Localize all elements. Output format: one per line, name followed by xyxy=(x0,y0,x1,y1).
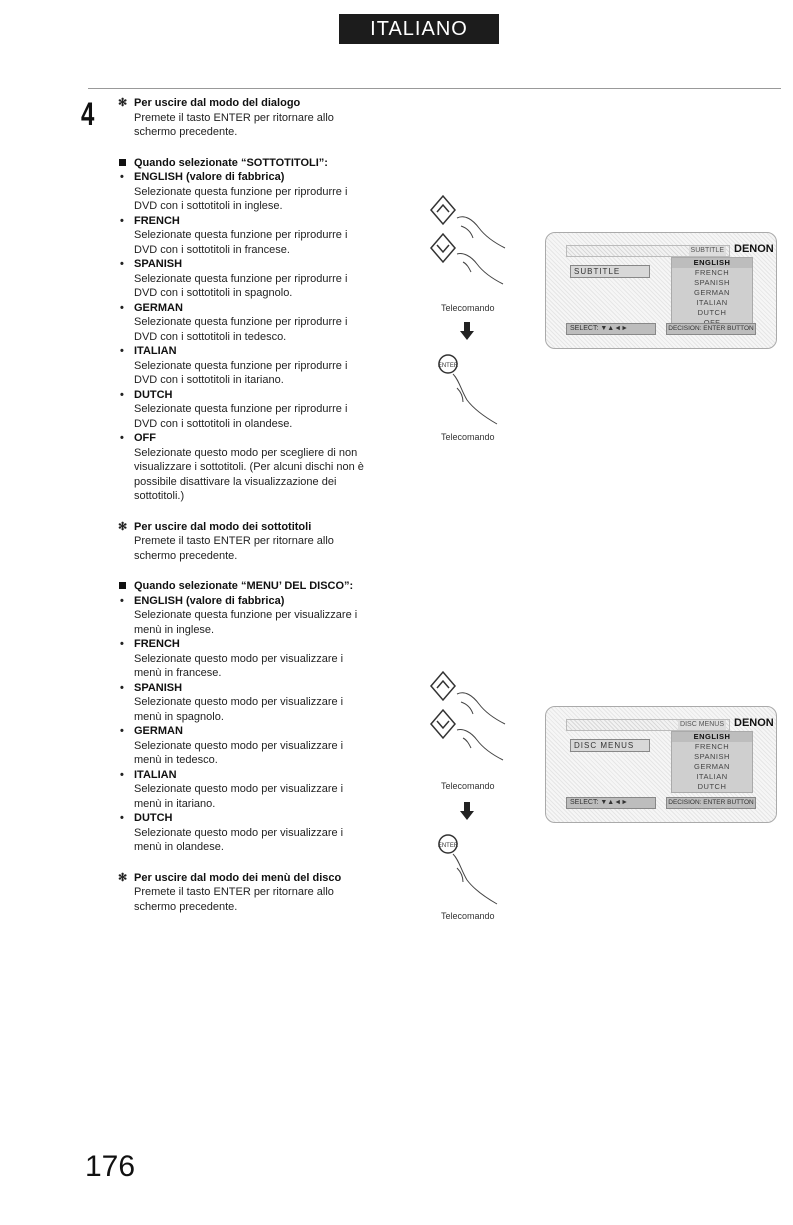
description-line: Selezionate questa funzione per riprodurre i xyxy=(134,359,348,372)
asterisk-icon: ✻ xyxy=(118,871,128,884)
item-description xyxy=(118,402,390,431)
bullet-icon: • xyxy=(120,258,124,270)
remote-enter-button-illustration xyxy=(437,350,507,430)
description-line: menù in francese. xyxy=(134,667,222,679)
option-item xyxy=(118,257,390,272)
description-line: sottotitoli.) xyxy=(134,490,185,502)
step-number: 4 xyxy=(81,96,95,132)
hand-icon xyxy=(453,854,497,904)
item-description xyxy=(118,111,390,140)
remote-enter-button-illustration xyxy=(437,830,507,910)
item-title: Per uscire dal modo del dialogo xyxy=(134,97,301,109)
option-item xyxy=(118,214,390,229)
item-title: FRENCH xyxy=(134,214,180,227)
bullet-icon: • xyxy=(120,725,124,737)
description-line: Selezionate questa funzione per visualizzare i xyxy=(134,609,358,621)
osd-screen-subtitle xyxy=(545,232,777,349)
description-line: schermo precedente. xyxy=(134,549,238,562)
option-item xyxy=(118,768,390,783)
item-title: SPANISH xyxy=(134,681,183,694)
description-line: Selezionate questo modo per scegliere di non xyxy=(134,446,358,459)
svg-text:ENTER: ENTER xyxy=(437,843,459,849)
bullet-icon: • xyxy=(120,345,124,357)
osd-language-list xyxy=(671,731,753,793)
description-line: Selezionate questa funzione per riprodurre i xyxy=(134,272,348,285)
option-item xyxy=(118,170,390,185)
item-description xyxy=(118,534,390,563)
osd-title-bar: SUBTITLE xyxy=(566,245,730,257)
osd-menu-label: DISC MENUS xyxy=(570,739,650,752)
description-line: DVD con i sottotitoli in spagnolo. xyxy=(134,287,293,299)
option-item xyxy=(118,388,390,403)
item-title: ITALIAN xyxy=(134,768,177,781)
up-button-icon xyxy=(431,196,455,224)
description-line: Premete il tasto ENTER per ritornare allo xyxy=(134,886,334,898)
bullet-icon: • xyxy=(120,301,124,314)
description-line: Selezionate questo modo per visualizzare i xyxy=(134,739,344,752)
asterisk-icon: ✻ xyxy=(118,97,128,109)
osd-language-option[interactable]: ENGLISH xyxy=(672,258,752,268)
option-item xyxy=(118,431,390,446)
note-block xyxy=(118,96,390,111)
item-description xyxy=(118,739,390,768)
option-item xyxy=(118,344,390,359)
svg-text:ENTER: ENTER xyxy=(437,363,459,369)
osd-title-bar: DISC MENUS xyxy=(566,719,730,731)
osd-decision-hint: DECISION: ENTER BUTTON xyxy=(666,323,756,335)
description-line: DVD con i sottotitoli in francese. xyxy=(134,243,290,256)
description-line: Selezionate questo modo per visualizzare i xyxy=(134,652,344,665)
description-line: schermo precedente. xyxy=(134,126,238,138)
osd-select-hint: SELECT: ▼▲◄► xyxy=(566,323,656,335)
item-title: Per uscire dal modo dei menù del disco xyxy=(134,871,342,884)
arrow-down-icon xyxy=(460,322,474,340)
bullet-icon: • xyxy=(120,214,124,227)
item-description xyxy=(118,885,390,914)
brand-logo: DENON xyxy=(734,717,774,729)
item-description xyxy=(118,608,390,637)
osd-language-option[interactable]: FRENCH xyxy=(694,742,730,751)
description-line: DVD con i sottotitoli in inglese. xyxy=(134,200,283,212)
description-line: menù in itariano. xyxy=(134,797,216,810)
bullet-icon: • xyxy=(120,171,124,183)
note-block xyxy=(118,871,390,886)
osd-language-option[interactable]: GERMAN xyxy=(694,288,730,297)
description-line: Premete il tasto ENTER per ritornare allo xyxy=(134,535,334,547)
item-title: Quando selezionate “MENU’ DEL DISCO”: xyxy=(134,580,354,592)
instructions-column xyxy=(118,96,390,914)
bullet-icon: • xyxy=(120,812,124,824)
option-item xyxy=(118,594,390,609)
language-tab: ITALIANO xyxy=(339,14,499,44)
square-bullet-icon xyxy=(119,159,126,166)
description-line: DVD con i sottotitoli in itariano. xyxy=(134,374,284,386)
option-item xyxy=(118,724,390,739)
down-button-icon xyxy=(431,234,455,262)
hand-icon xyxy=(457,693,505,760)
description-line: schermo precedente. xyxy=(134,900,238,913)
remote-caption: Telecomando xyxy=(441,781,495,791)
osd-menu-label: SUBTITLE xyxy=(570,265,650,278)
bullet-icon: • xyxy=(120,432,124,444)
item-description xyxy=(118,782,390,811)
osd-screen-disc-menus xyxy=(545,706,777,823)
item-title: DUTCH xyxy=(134,388,173,401)
page-number: 176 xyxy=(85,1150,136,1183)
top-divider xyxy=(88,88,781,89)
osd-language-option[interactable]: DUTCH xyxy=(697,308,727,317)
bullet-icon: • xyxy=(120,768,124,781)
item-description xyxy=(118,185,390,214)
osd-language-option[interactable]: GERMAN xyxy=(694,762,730,771)
square-bullet-icon xyxy=(119,582,126,589)
osd-language-list xyxy=(671,257,753,329)
remote-caption: Telecomando xyxy=(441,911,495,921)
option-item xyxy=(118,681,390,696)
description-line: Selezionate questa funzione per riprodurre i xyxy=(134,316,348,328)
description-line: Selezionate questa funzione per riprodurre i xyxy=(134,229,348,241)
note-block xyxy=(118,520,390,535)
remote-caption: Telecomando xyxy=(441,432,495,442)
section-heading xyxy=(118,156,390,171)
item-description xyxy=(118,826,390,855)
item-title: ITALIAN xyxy=(134,345,177,357)
osd-language-option[interactable]: ITALIAN xyxy=(696,772,728,781)
description-line: visualizzare i sottotitoli. (Per alcuni dischi non è xyxy=(134,461,364,473)
remote-caption: Telecomando xyxy=(441,303,495,313)
bullet-icon: • xyxy=(120,594,124,607)
item-description xyxy=(118,272,390,301)
description-line: Premete il tasto ENTER per ritornare allo xyxy=(134,111,334,124)
osd-select-hint: SELECT: ▼▲◄► xyxy=(566,797,656,809)
item-description xyxy=(118,228,390,257)
description-line: menù in tedesco. xyxy=(134,754,218,766)
osd-language-option[interactable]: ITALIAN xyxy=(696,298,728,307)
option-item xyxy=(118,301,390,316)
bullet-icon: • xyxy=(120,388,124,401)
description-line: DVD con i sottotitoli in olandese. xyxy=(134,417,293,430)
description-line: menù in olandese. xyxy=(134,841,224,853)
description-line: Selezionate questo modo per visualizzare i xyxy=(134,696,344,708)
description-line: Selezionate questo modo per visualizzare i xyxy=(134,783,344,795)
item-title: DUTCH xyxy=(134,812,173,824)
item-title: ENGLISH (valore di fabbrica) xyxy=(134,594,285,607)
description-line: menù in spagnolo. xyxy=(134,710,224,723)
item-description xyxy=(118,652,390,681)
item-title: FRENCH xyxy=(134,638,180,650)
description-line: DVD con i sottotitoli in tedesco. xyxy=(134,330,287,343)
item-title: OFF xyxy=(134,432,156,444)
down-button-icon xyxy=(431,710,455,738)
item-description xyxy=(118,446,390,504)
arrow-down-icon xyxy=(460,802,474,820)
osd-language-option[interactable]: DUTCH xyxy=(697,782,727,791)
description-line: menù in inglese. xyxy=(134,623,215,636)
remote-cursor-buttons-illustration xyxy=(423,192,518,302)
item-description xyxy=(118,359,390,388)
item-title: Quando selezionate “SOTTOTITOLI”: xyxy=(134,156,328,169)
bullet-icon: • xyxy=(120,681,124,694)
item-title: GERMAN xyxy=(134,725,183,737)
osd-language-option[interactable]: SPANISH xyxy=(694,752,730,761)
option-item xyxy=(118,811,390,826)
item-title: SPANISH xyxy=(134,258,183,270)
option-item xyxy=(118,637,390,652)
item-description xyxy=(118,315,390,344)
osd-decision-hint: DECISION: ENTER BUTTON xyxy=(666,797,756,809)
item-description xyxy=(118,695,390,724)
asterisk-icon: ✻ xyxy=(118,520,128,533)
item-title: Per uscire dal modo dei sottotitoli xyxy=(134,520,312,533)
bullet-icon: • xyxy=(120,638,124,650)
osd-language-option[interactable]: FRENCH xyxy=(694,268,730,277)
hand-icon xyxy=(453,374,497,424)
description-line: Selezionate questa funzione per riprodurre i xyxy=(134,403,348,415)
description-line: Selezionate questo modo per visualizzare i xyxy=(134,826,344,839)
up-button-icon xyxy=(431,672,455,700)
brand-logo: DENON xyxy=(734,243,774,255)
osd-language-option[interactable]: SPANISH xyxy=(694,278,730,287)
section-heading xyxy=(118,579,390,594)
osd-language-option[interactable]: ENGLISH xyxy=(672,732,752,742)
description-line: Selezionate questa funzione per riprodurre i xyxy=(134,185,348,198)
hand-icon xyxy=(457,217,505,284)
remote-cursor-buttons-illustration xyxy=(423,668,518,778)
description-line: possibile disattivare la visualizzazione dei xyxy=(134,475,337,488)
item-title: ENGLISH (valore di fabbrica) xyxy=(134,171,285,183)
item-title: GERMAN xyxy=(134,301,183,314)
